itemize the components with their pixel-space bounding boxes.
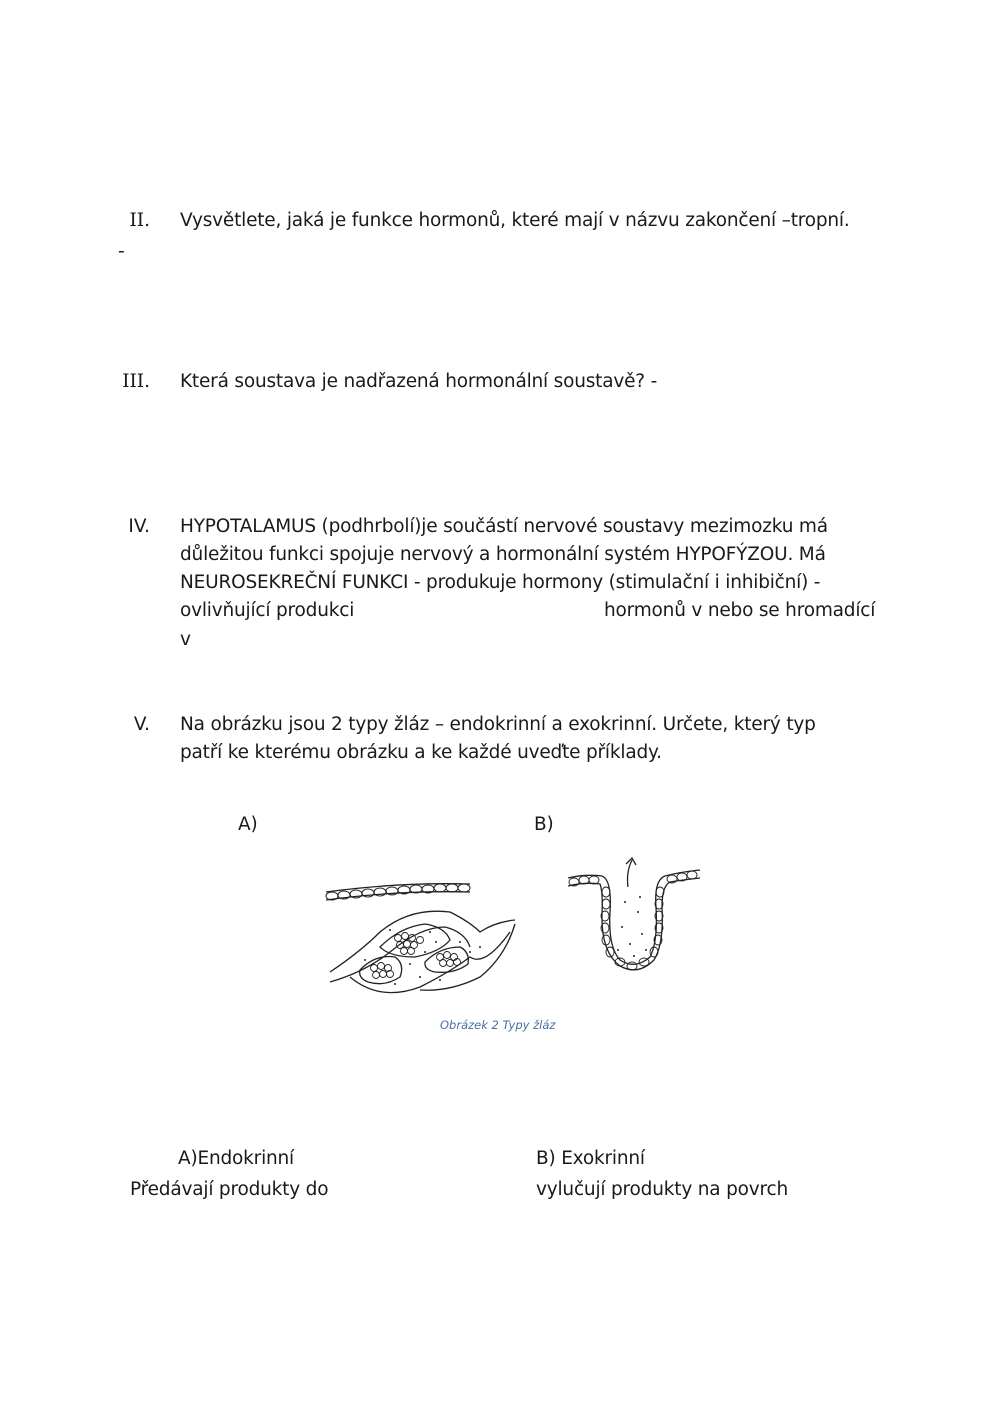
question-4-line-4b: hormonů v nebo se hromadící: [604, 600, 876, 621]
answer-a-title: A)Endokrinní: [178, 1148, 294, 1169]
question-5-number: V.: [133, 714, 150, 735]
answer-b-text: vylučují produkty na povrch: [536, 1179, 788, 1200]
answer-b-title: B) Exokrinní: [536, 1148, 645, 1169]
figure-label-a: A): [238, 814, 258, 835]
question-4-line-4a: ovlivňující produkci: [180, 600, 355, 621]
question-4-line-1: HYPOTALAMUS (podhrbolí)je součástí nervové soustavy mezimozku má: [180, 516, 828, 537]
exocrine-gland: [568, 858, 700, 970]
question-5-line-2: patří ke kterému obrázku a ke každé uveďte příklady.: [180, 742, 662, 763]
question-5-line-1: Na obrázku jsou 2 typy žláz – endokrinní a exokrinní. Určete, který typ: [180, 714, 816, 735]
figure-label-b: B): [534, 814, 554, 835]
glands-illustration: [320, 852, 710, 1002]
question-2-text: Vysvětlete, jaká je funkce hormonů, které mají v názvu zakončení –tropní.: [180, 210, 850, 231]
question-4-line-5: v: [180, 629, 191, 650]
endocrine-epithelium: [326, 884, 470, 900]
question-2-dash: -: [118, 241, 125, 262]
question-4-line-2: důležitou funkci spojuje nervový a hormonální systém HYPOFÝZOU. Má: [180, 544, 826, 565]
figure-caption: Obrázek 2 Typy žláz: [440, 1018, 556, 1032]
question-2-number: II.: [129, 210, 150, 231]
question-3-text: Která soustava je nadřazená hormonální soustavě? -: [180, 371, 658, 392]
question-4-line-3: NEUROSEKREČNÍ FUNKCI - produkuje hormony (stimulační i inhibiční) -: [180, 572, 821, 593]
question-3-number: III.: [122, 371, 150, 392]
question-4-number: IV.: [128, 516, 150, 537]
endocrine-gland-body: [330, 911, 515, 992]
answer-a-text: Předávají produkty do: [130, 1179, 329, 1200]
